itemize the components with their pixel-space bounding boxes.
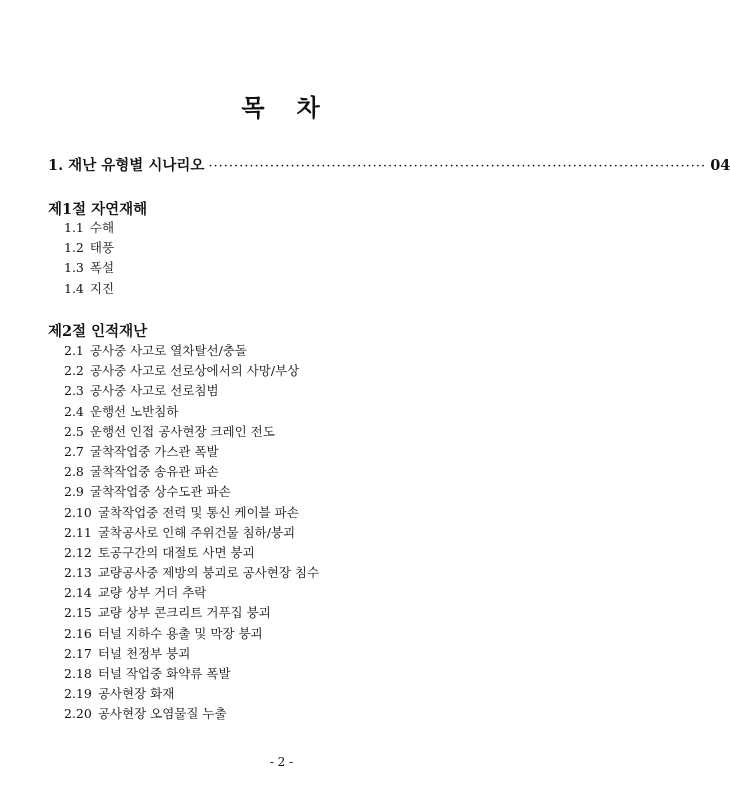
toc-item[interactable]: 2.8 굴착작업중 송유관 파손 [64,464,219,480]
toc-item[interactable]: 2.9 굴착작업중 상수도관 파손 [64,484,231,500]
toc-item[interactable]: 2.16 터널 지하수 용출 및 막장 붕괴 [64,625,263,641]
toc-item[interactable]: 2.15 교량 상부 콘크리트 거푸집 붕괴 [64,605,271,621]
page-title [0,88,563,123]
title-char-1: 목 [241,93,267,122]
toc-item[interactable]: 2.18 터널 작업중 화약류 폭발 [64,666,231,681]
toc-item[interactable]: 2.19 공사현장 화재 [64,686,175,702]
toc-item[interactable]: 1.4 지진 [64,280,115,296]
toc-item[interactable]: 2.2 공사중 사고로 선로상에서의 사망/부상 [64,363,300,379]
toc-item[interactable]: 1.3 폭설 [64,260,115,276]
toc-main-entry[interactable] [48,154,730,176]
page-number: - 2 - [269,755,294,769]
section-list-natural-disaster [64,218,114,299]
toc-item[interactable]: 2.11 굴착공사로 인해 주위건물 침하/붕괴 [64,524,296,540]
toc-main-entry-page: 04 [710,157,730,174]
title-char-2: 차 [296,93,322,122]
toc-item[interactable]: 1.1 수해 [64,220,115,235]
toc-item[interactable]: 2.10 굴착작업중 전력 및 통신 케이블 파손 [64,504,299,520]
toc-item[interactable]: 2.4 운행선 노반침하 [64,403,179,419]
section-heading-human-disaster: 제2절 인적재난 [48,323,148,340]
toc-item[interactable]: 2.12 토공구간의 대절토 사면 붕괴 [64,544,255,560]
section-heading-natural-disaster: 제1절 자연재해 [48,201,148,218]
toc-item[interactable]: 2.5 운행선 인접 공사현장 크레인 전도 [64,423,275,439]
toc-item[interactable]: 1.2 태풍 [64,240,115,256]
toc-item[interactable]: 2.14 교량 상부 거더 추락 [64,585,207,601]
section-list-human-disaster [64,341,319,725]
toc-item[interactable]: 2.13 교량공사중 제방의 붕괴로 공사현장 침수 [64,565,320,581]
toc-item[interactable]: 2.17 터널 천정부 붕괴 [64,645,191,661]
toc-main-entry-label: 1. 재난 유형별 시나리오 [48,157,205,174]
toc-item[interactable]: 2.1 공사중 사고로 열차탈선/충돌 [64,343,247,358]
toc-item[interactable]: 2.7 굴착작업중 가스관 폭발 [64,443,219,459]
toc-leader-dots: ································································································· [208,159,707,174]
toc-item[interactable]: 2.20 공사현장 오염물질 누출 [64,706,227,722]
toc-item[interactable]: 2.3 공사중 사고로 선로침범 [64,383,219,399]
